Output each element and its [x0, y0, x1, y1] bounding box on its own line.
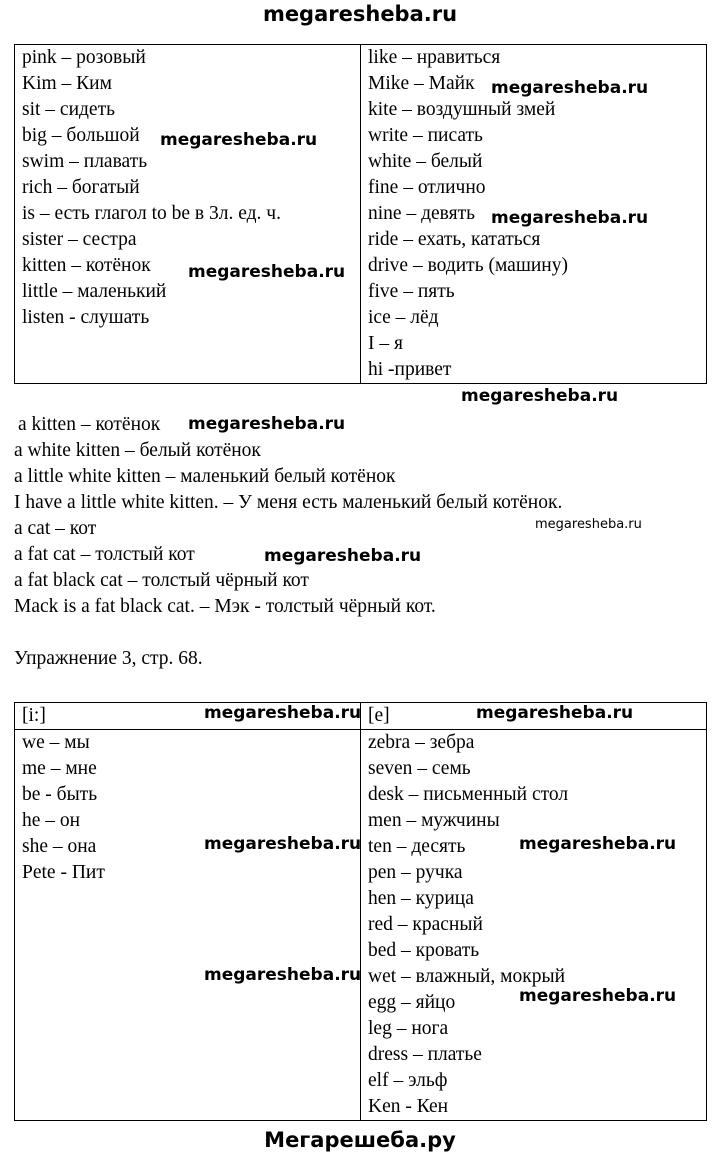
watermark: megaresheba.ru	[188, 262, 346, 282]
vocab-row: swim – плавать	[22, 151, 148, 172]
vocab-row: bed – кровать	[368, 940, 480, 961]
vocab-row: write – писать	[368, 125, 483, 146]
vocabulary-table-2	[14, 702, 707, 1121]
phonetic-header: [i:]	[22, 705, 46, 726]
vocab-row: Kim – Ким	[22, 73, 112, 94]
phonetic-header: [e]	[368, 705, 390, 726]
watermark: megaresheba.ru	[204, 965, 362, 985]
vocab-row: she – она	[22, 836, 97, 857]
vocab-row: nine – девять	[368, 203, 475, 224]
phrase-line: a white kitten – белый котёнок	[14, 440, 261, 461]
vocab-row: red – красный	[368, 914, 483, 935]
vocab-row: five – пять	[368, 281, 455, 302]
watermark: megaresheba.ru	[204, 834, 362, 854]
vocab-row: dress – платье	[368, 1044, 482, 1065]
vocab-row: kitten – котёнок	[22, 255, 151, 276]
vocab-row: ice – лёд	[368, 307, 439, 328]
exercise-label: Упражнение 3, стр. 68.	[14, 648, 203, 669]
vocab-row: fine – отлично	[368, 177, 486, 198]
vocab-row: men – мужчины	[368, 810, 500, 831]
vocab-row: seven – семь	[368, 758, 471, 779]
phrase-line: I have a little white kitten. – У меня есть маленький белый котёнок.	[14, 492, 563, 513]
vocab-row: me – мне	[22, 758, 97, 779]
vocab-row: ride – ехать, кататься	[368, 229, 541, 250]
watermark: megaresheba.ru	[264, 546, 422, 566]
vocab-row: white – белый	[368, 151, 483, 172]
phrase-line: a cat – кот	[14, 518, 97, 539]
vocab-row: little – маленький	[22, 281, 167, 302]
phrase-list	[14, 412, 562, 620]
vocab-row: ten – десять	[368, 836, 466, 857]
watermark: megaresheba.ru	[204, 703, 362, 723]
vocab-row: we – мы	[22, 732, 90, 753]
watermark-small: megaresheba.ru	[535, 517, 642, 532]
vocab-row: pen – ручка	[368, 862, 463, 883]
watermark: megaresheba.ru	[519, 834, 677, 854]
vocab-row: zebra – зебра	[368, 732, 475, 753]
vocab-row: listen - слушать	[22, 307, 150, 328]
site-footer: Мегарешеба.ру	[264, 1128, 456, 1152]
watermark: megaresheba.ru	[160, 130, 318, 150]
vocab-row: desk – письменный стол	[368, 784, 569, 805]
vocab-row: kite – воздушный змей	[368, 99, 556, 120]
vocab-row: hi -привет	[368, 359, 452, 380]
vocab-row: is – есть глагол to be в 3л. ед. ч.	[22, 203, 281, 224]
phrase-line: a fat black cat – толстый чёрный кот	[14, 570, 309, 591]
vocab-row: be - быть	[22, 784, 98, 805]
phrase-line: a kitten – котёнок	[18, 414, 161, 435]
vocab-row: leg – нога	[368, 1018, 449, 1039]
watermark: megaresheba.ru	[491, 78, 649, 98]
vocab-row: drive – водить (машину)	[368, 255, 568, 276]
vocab2-left-column	[15, 730, 361, 1121]
vocab-row: wet – влажный, мокрый	[368, 966, 566, 987]
vocab2-right-column	[361, 730, 707, 1121]
watermark: megaresheba.ru	[461, 386, 619, 406]
watermark: megaresheba.ru	[188, 414, 346, 434]
vocab-row: I – я	[368, 333, 403, 354]
watermark: megaresheba.ru	[476, 703, 634, 723]
vocab-row: sit – сидеть	[22, 99, 116, 120]
vocab-row: like – нравиться	[368, 47, 501, 68]
phrase-line: Mack is a fat black cat. – Мэк - толстый чёрный кот.	[14, 596, 436, 617]
vocab-row: he – он	[22, 810, 81, 831]
vocab-row: Ken - Кен	[368, 1096, 449, 1117]
vocab-row: elf – эльф	[368, 1070, 448, 1091]
vocab-row: egg – яйцо	[368, 992, 456, 1013]
vocab-row: big – большой	[22, 125, 140, 146]
vocab-row: pink – розовый	[22, 47, 146, 68]
watermark: megaresheba.ru	[519, 986, 677, 1006]
vocab-row: sister – сестра	[22, 229, 137, 250]
watermark: megaresheba.ru	[491, 208, 649, 228]
vocab-row: hen – курица	[368, 888, 474, 909]
vocab1-left-column	[15, 45, 361, 384]
vocab-row: rich – богатый	[22, 177, 140, 198]
vocab-row: Pete - Пит	[22, 862, 105, 883]
vocab-row: Mike – Майк	[368, 73, 475, 94]
site-header: megaresheba.ru	[262, 2, 458, 26]
phrase-line: a fat cat – толстый кот	[14, 544, 195, 565]
phrase-line: a little white kitten – маленький белый котёнок	[14, 466, 396, 487]
